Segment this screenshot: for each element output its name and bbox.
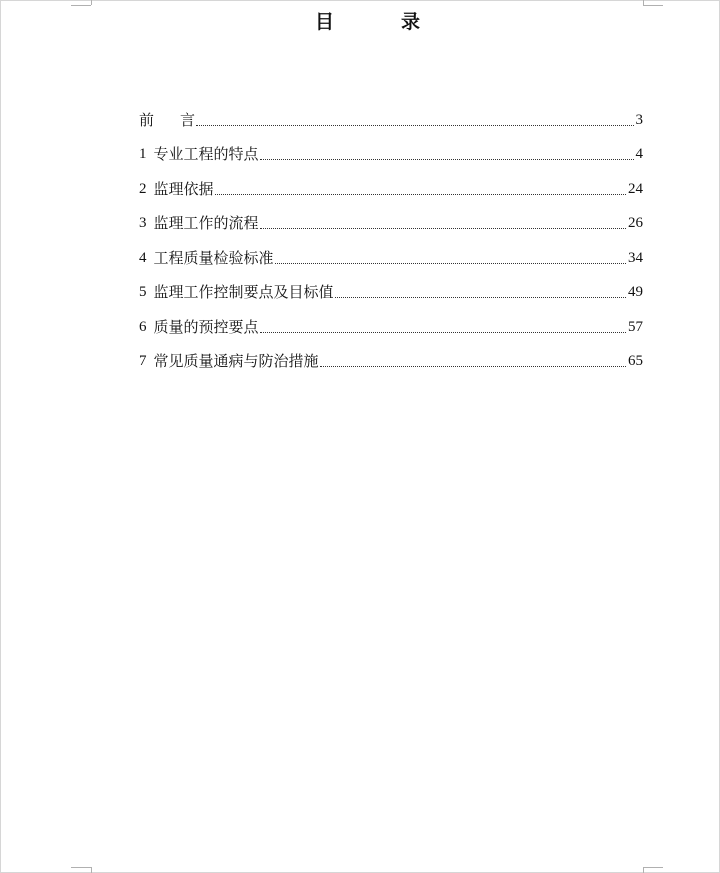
crop-mark-bottom-left: [91, 867, 92, 873]
toc-entry-page: 57: [628, 318, 643, 335]
toc-leader-dots: [335, 296, 626, 298]
toc-entry-6[interactable]: [139, 302, 643, 337]
crop-mark-bottom-right: [643, 867, 644, 873]
page-title: [1, 7, 719, 33]
toc-entry-number: 5: [139, 284, 147, 300]
toc-entry-label: 工程质量检验标准: [153, 248, 274, 267]
toc-entry-1[interactable]: [139, 130, 643, 165]
crop-mark-top-right: [643, 0, 644, 5]
toc-entry-3[interactable]: [139, 199, 643, 234]
toc-entry-page: 3: [635, 111, 643, 128]
toc-entry-number: 2: [139, 180, 147, 197]
toc-entry-label: 专业工程的特点: [153, 145, 259, 163]
toc-leader-dots: [275, 262, 626, 264]
toc-entry-label: 监理依据: [153, 179, 214, 198]
crop-mark-top-right: [643, 5, 663, 6]
toc-leader-dots: [260, 227, 626, 229]
toc-entry-page: 65: [628, 353, 643, 369]
toc-leader-dots: [260, 331, 626, 333]
toc-leader-dots: [320, 365, 626, 367]
toc-entry-5[interactable]: [139, 268, 643, 303]
crop-mark-top-left: [91, 0, 92, 5]
toc-leader-dots: [260, 158, 634, 160]
toc-entry-number: 6: [139, 318, 147, 335]
toc-entry-number: 3: [139, 215, 147, 231]
toc-entry-2[interactable]: [139, 164, 643, 199]
toc-entry-number: 7: [139, 353, 147, 369]
toc-entry-number: 4: [139, 249, 147, 266]
toc-entry-label: 监理工作控制要点及目标值: [153, 283, 334, 301]
toc-leader-dots: [196, 124, 633, 126]
toc-entry-page: 24: [628, 180, 643, 197]
table-of-contents: [139, 95, 643, 371]
toc-entry-4[interactable]: [139, 233, 643, 268]
toc-entry-page: 49: [628, 284, 643, 300]
crop-mark-bottom-right: [643, 867, 663, 868]
toc-entry-label: 常见质量通病与防治措施: [153, 352, 319, 370]
toc-entry-7[interactable]: [139, 337, 643, 372]
toc-entry-label: 质量的预控要点: [153, 317, 259, 336]
toc-entry-label: 前 言: [139, 110, 196, 129]
toc-entry-page: 4: [635, 146, 643, 162]
crop-mark-bottom-left: [71, 867, 91, 868]
toc-entry-page: 34: [628, 249, 643, 266]
toc-entry-label: 监理工作的流程: [153, 214, 259, 232]
page-title-left: 目: [315, 11, 335, 33]
toc-entry-preface[interactable]: [139, 95, 643, 130]
toc-leader-dots: [215, 193, 626, 195]
page-title-right: 录: [401, 11, 421, 33]
crop-mark-top-left: [71, 5, 91, 6]
toc-entry-page: 26: [628, 215, 643, 231]
toc-entry-number: 1: [139, 146, 147, 162]
